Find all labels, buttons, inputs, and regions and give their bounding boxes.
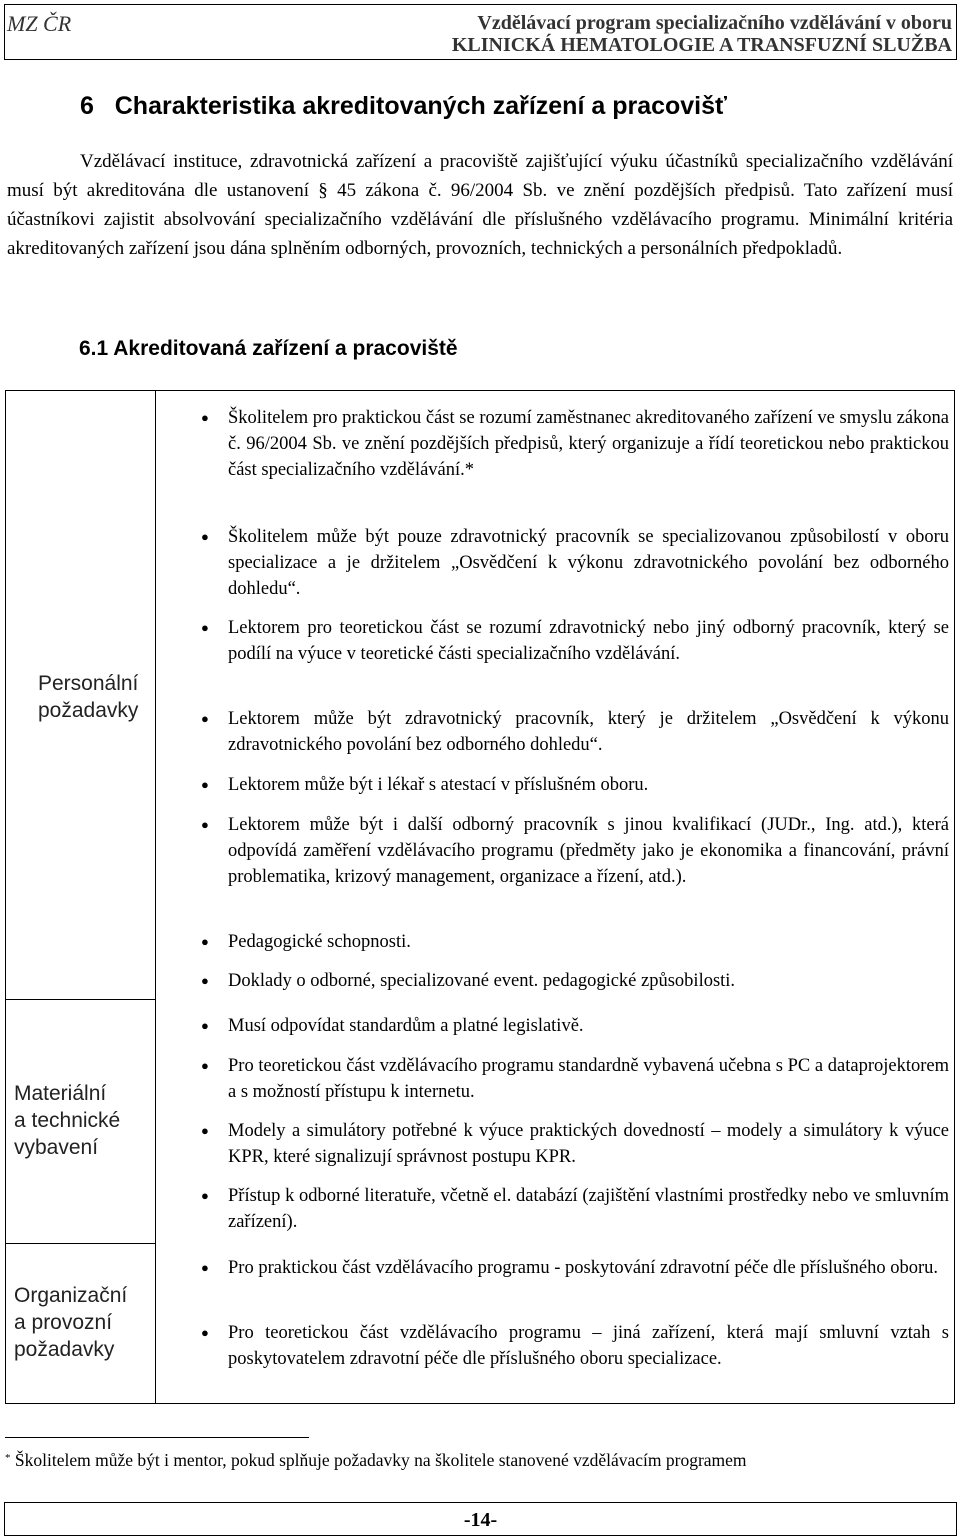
list-item — [201, 706, 949, 758]
bullet-icon: ● — [201, 620, 209, 635]
chapter-heading: 6 Charakteristika akreditovaných zařízení a pracovišť — [80, 92, 727, 120]
page-footer — [4, 1502, 957, 1536]
list-item-text: Pedagogické schopnosti. — [228, 932, 411, 952]
list-item-text: Pro teoretickou část vzdělávacího programu standardně vybavená učebna s PC a dataprojektorem a s možností přístupu k internetu. — [228, 1056, 949, 1102]
list-item-text: Modely a simulátory potřebné k výuce praktických dovedností – modely a simulátory k výuce KPR, které signalizují správnost postupu KPR. — [228, 1121, 949, 1167]
bullet-icon: ● — [201, 1325, 209, 1340]
list-item-text: Lektorem může být zdravotnický pracovník, který je držitelem „Osvědčení k výkonu zdravotnického povolání bez odborného dohledu“. — [228, 709, 949, 755]
list-item-text: Přístup k odborné literatuře, včetně el. databází (zajištění vlastními prostředky nebo ve smluvním zařízení). — [228, 1186, 949, 1232]
list-item-text: Školitelem může být pouze zdravotnický pracovník se specializovanou způsobilostí v oboru specializace a je držitelem „Osvědčení k výkonu zdravotnického povolání bez odborného dohledu“. — [228, 527, 949, 599]
list-item — [201, 615, 949, 667]
list-item-text: Lektorem pro teoretickou část se rozumí zdravotnický nebo jiný odborný pracovník, který se podílí na výuce v teoretické části specializačního vzdělávání. — [228, 618, 949, 664]
list-item — [201, 1118, 949, 1170]
category-organizational-line1: Organizační — [14, 1284, 128, 1307]
requirements-items — [6, 391, 956, 1403]
list-item — [201, 968, 949, 994]
category-material-line3: vybavení — [14, 1136, 99, 1159]
footnote — [5, 1448, 955, 1472]
category-organizational-line2: a provozní — [14, 1311, 113, 1334]
program-title — [452, 12, 952, 56]
bullet-icon: ● — [201, 1123, 209, 1138]
footnote-marker: * — [5, 1452, 11, 1464]
list-item — [201, 929, 949, 955]
list-item — [201, 405, 949, 483]
bullet-icon: ● — [201, 973, 209, 988]
list-item-text: Lektorem může být i lékař s atestací v příslušném oboru. — [228, 775, 649, 795]
list-item — [201, 1320, 949, 1372]
list-item-text: Pro praktickou část vzdělávacího programu - poskytování zdravotní péče dle příslušného oboru. — [228, 1258, 938, 1278]
list-item-text: Školitelem pro praktickou část se rozumí zaměstnanec akreditovaného zařízení ve smyslu zákona č. 96/2004 Sb. ve znění pozdějších předpisů, který organizuje a řídí teoretickou nebo praktickou část specializačního vzdělávání.* — [228, 408, 949, 480]
bullet-icon: ● — [201, 410, 209, 425]
category-organizational-line3: požadavky — [14, 1338, 115, 1361]
category-personal-line2: požadavky — [38, 699, 139, 722]
category-material-line1: Materiální — [14, 1082, 107, 1105]
bullet-icon: ● — [201, 711, 209, 726]
list-item — [201, 1053, 949, 1105]
list-item — [201, 1255, 949, 1281]
bullet-icon: ● — [201, 1188, 209, 1203]
section-heading: 6.1 Akreditovaná zařízení a pracoviště — [79, 337, 458, 360]
ministry-abbreviation: MZ ČR — [7, 11, 72, 36]
list-item-text: Lektorem může být i další odborný pracovník s jinou kvalifikací (JUDr., Ing. atd.), která odpovídá zaměření vzdělávacího programu (předměty jako je ekonomika a financování, právní problematika, krizový management, organizace a řízení, atd.). — [228, 815, 949, 887]
intro-paragraph — [7, 147, 953, 263]
page-header — [4, 4, 957, 60]
bullet-icon: ● — [201, 817, 209, 832]
program-title-line2: KLINICKÁ HEMATOLOGIE A TRANSFUZNÍ SLUŽBA — [451, 34, 952, 56]
bullet-icon: ● — [201, 529, 209, 544]
page-number: -14- — [463, 1509, 498, 1531]
bullet-icon: ● — [201, 1260, 209, 1275]
list-item-text: Pro teoretickou část vzdělávacího programu – jiná zařízení, která mají smluvní vztah s poskytovatelem zdravotní péče dle příslušného oboru specializace. — [228, 1323, 949, 1369]
category-material-line2: a technické — [14, 1109, 121, 1132]
list-item — [201, 812, 949, 890]
bullet-icon: ● — [201, 934, 209, 949]
list-item — [201, 1013, 949, 1039]
list-item — [201, 524, 949, 602]
footnote-separator — [5, 1437, 309, 1438]
list-item-text: Doklady o odborné, specializované event. pedagogické způsobilosti. — [228, 971, 736, 991]
intro-text: Vzdělávací instituce, zdravotnická zařízení a pracoviště zajišťující výuku účastníků specializačního vzdělávání musí být akreditována dle ustanovení § 45 zákona č. 96/2004 Sb. ve znění pozdějších předpisů. Tato zařízení musí účastníkovi zajistit absolvování specializačního vzdělávání dle příslušného vzdělávacího programu. Minimální kritéria akreditovaných zařízení jsou dána splněním odborných, provozních, technických a personálních předpokladů. — [7, 151, 953, 259]
list-item — [201, 772, 949, 798]
list-item-text: Musí odpovídat standardům a platné legislativě. — [228, 1016, 584, 1036]
program-title-line1: Vzdělávací program specializačního vzdělávání v oboru — [477, 12, 952, 34]
requirements-table — [5, 390, 955, 1404]
bullet-icon: ● — [201, 777, 209, 792]
list-item — [201, 1183, 949, 1235]
footnote-text: Školitelem může být i mentor, pokud splňuje požadavky na školitele stanovené vzdělávacím programem — [10, 1450, 747, 1470]
bullet-icon: ● — [201, 1018, 209, 1033]
category-personal-line1: Personální — [38, 672, 139, 695]
bullet-icon: ● — [201, 1058, 209, 1073]
